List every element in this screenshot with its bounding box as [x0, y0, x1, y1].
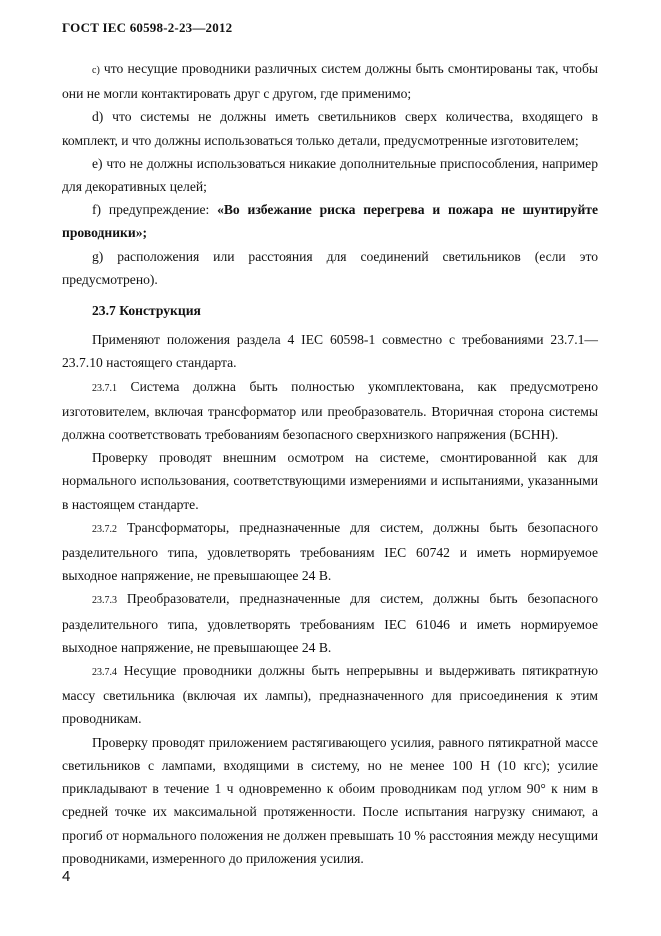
clause-number: 23.7.3 [92, 595, 117, 607]
list-item-c: с) что несущие проводники различных систем должны быть смонтированы так, чтобы они не могли контактировать друг с другом, где применимо; [62, 61, 598, 102]
clause-number: 23.7.2 [92, 523, 117, 535]
clause-number: 23.7.4 [92, 667, 117, 679]
section-title: 23.7 Конструкция [92, 303, 201, 319]
item-marker: с) [92, 65, 100, 76]
page-content [62, 57, 598, 870]
document-header: ГОСТ IEC 60598-2-23—2012 [62, 20, 233, 35]
clause-paragraph: Проверку проводят приложением растягивающего усилия, равного пятикратной массе светильников с лампами, входящими в систему, но не менее 100 Н (10 кгс); усилие прикладывают в течение 1 ч одновременно к обоим проводникам под углом 90° к ним в средней точке их максимальной протяженности. После испытания нагрузку снимают, а прогиб от нормального положения не должен превышать 10 % расстояния между несущими проводниками, измеренного до приложения усилия. [62, 734, 598, 866]
clause-paragraph: Проверку проводят внешним осмотром на системе, смонтированной как для нормального использования, соответствующими измерениями и испытаниями, указанными в настоящем стандарте. [62, 450, 598, 512]
list-item-d: d) что системы не должны иметь светильников сверх количества, входящего в комплект, и что должны использоваться только детали, предусмотренные изготовителем; [62, 109, 598, 148]
section-intro: Применяют положения раздела 4 IEC 60598-1 совместно с требованиями 23.7.1—23.7.10 настоящего стандарта. [62, 332, 598, 371]
clause-23-7-1: 23.7.1 Система должна быть полностью укомплектована, как предусмотрено изготовителем, включая трансформатор или преобразователь. Вторичная сторона системы должна соответствовать требованиям безопасного сверхнизкого напряжения (БСНН). [62, 378, 598, 443]
list-item-g: g) расположения или расстояния для соединений светильников (если это предусмотрено). [62, 248, 598, 287]
warning-text: «Во избежание риска перегрева и пожара не шунтируйте проводники»; [62, 202, 598, 241]
list-item-f: f) предупреждение: «Во избежание риска перегрева и пожара не шунтируйте проводники»; [62, 202, 598, 241]
list-item-e: е) что не должны использоваться никакие дополнительные приспособления, например для декоративных целей; [62, 155, 598, 195]
clause-23-7-4: 23.7.4 Несущие проводники должны быть непрерывны и выдерживать пятикратную массу светильника (включая их лампы), предназначенного для присоединения к этим проводникам. [62, 663, 598, 727]
clause-23-7-2: 23.7.2 Трансформаторы, предназначенные для систем, должны быть безопасного разделительного типа, удовлетворять требованиям IEC 60742 и иметь нормируемое выходное напряжение, не превышающее 24 В. [62, 519, 598, 584]
clause-23-7-3: 23.7.3 Преобразователи, предназначенные для систем, должны быть безопасного разделительного типа, удовлетворять требованиям IEC 61046 и иметь нормируемое выходное напряжение, не превышающее 24 В. [62, 591, 598, 655]
page-number: 4 [62, 868, 71, 885]
clause-number: 23.7.1 [92, 382, 117, 394]
